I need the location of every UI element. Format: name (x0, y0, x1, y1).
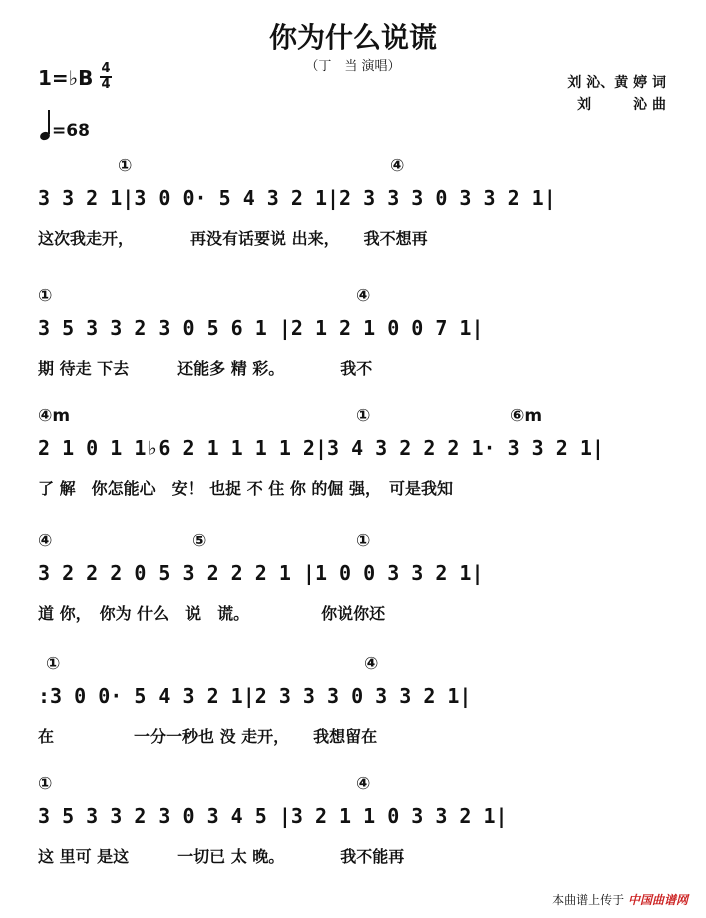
notation-line: 3 2 2 2 0 5 3 2 2 2 1 |1 0 0 3 3 2 1| (38, 561, 484, 585)
key-signature: 1=♭B (38, 66, 94, 90)
chord-mark: ① (38, 286, 53, 306)
chord-mark: ⑥m (510, 406, 543, 426)
chord-mark: ① (356, 406, 371, 426)
tempo-marking (40, 112, 90, 141)
chord-mark: ① (356, 531, 371, 551)
chord-mark: ④ (356, 774, 371, 794)
time-signature-bottom: 4 (101, 77, 111, 92)
chord-mark: ④ (390, 156, 405, 176)
tempo-value: =68 (52, 121, 90, 141)
chord-mark: ⑤ (192, 531, 207, 551)
chord-mark: ④ (356, 286, 371, 306)
song-title: 你为什么说谎 (268, 21, 437, 54)
lyricist: 刘 沁、黄 婷 词 (567, 75, 666, 91)
lyrics-line: 这 里可 是这 一切已 太 晚。 我不能再 (38, 847, 405, 866)
lyrics-line: 道 你， 你为 什么 说 谎。 你说你还 (38, 604, 386, 623)
chord-mark: ④ (364, 654, 379, 674)
lyrics-line: 期 待走 下去 还能多 精 彩。 我不 (38, 359, 373, 378)
chord-mark: ① (46, 654, 61, 674)
chord-mark: ① (118, 156, 133, 176)
lyrics-line: 这次我走开， 再没有话要说 出来， 我不想再 (38, 229, 428, 248)
credits (567, 72, 666, 116)
footer-prefix: 本曲谱上传于 (552, 893, 625, 907)
footer-credit (552, 891, 688, 908)
performer-line: （丁 当 演唱） (305, 59, 401, 74)
notation-line: 2 1 0 1 1♭6 2 1 1 1 1 2|3 4 3 2 2 2 1· 3 3 2 1| (38, 436, 604, 460)
lyrics-line: 在 一分一秒也 没 走开， 我想留在 (38, 727, 378, 746)
lyrics-line: 了 解 你怎能心 安！ 也捉 不 住 你 的倔 强， 可是我知 (38, 479, 453, 498)
composer: 刘 沁 曲 (577, 97, 666, 113)
notation-line: 3 3 2 1|3 0 0· 5 4 3 2 1|2 3 3 3 0 3 3 2 1| (38, 186, 556, 210)
chord-mark: ④m (38, 406, 71, 426)
notation-line: 3 5 3 3 2 3 0 5 6 1 |2 1 2 1 0 0 7 1| (38, 316, 484, 340)
time-signature-top: 4 (101, 61, 111, 76)
site-logo[interactable]: 中国曲谱网 (627, 893, 688, 907)
chord-mark: ④ (38, 531, 53, 551)
time-signature (100, 62, 112, 92)
notation-line: :3 0 0· 5 4 3 2 1|2 3 3 3 0 3 3 2 1| (38, 684, 472, 708)
notation-line: 3 5 3 3 2 3 0 3 4 5 |3 2 1 1 0 3 3 2 1| (38, 804, 508, 828)
chord-mark: ① (38, 774, 53, 794)
